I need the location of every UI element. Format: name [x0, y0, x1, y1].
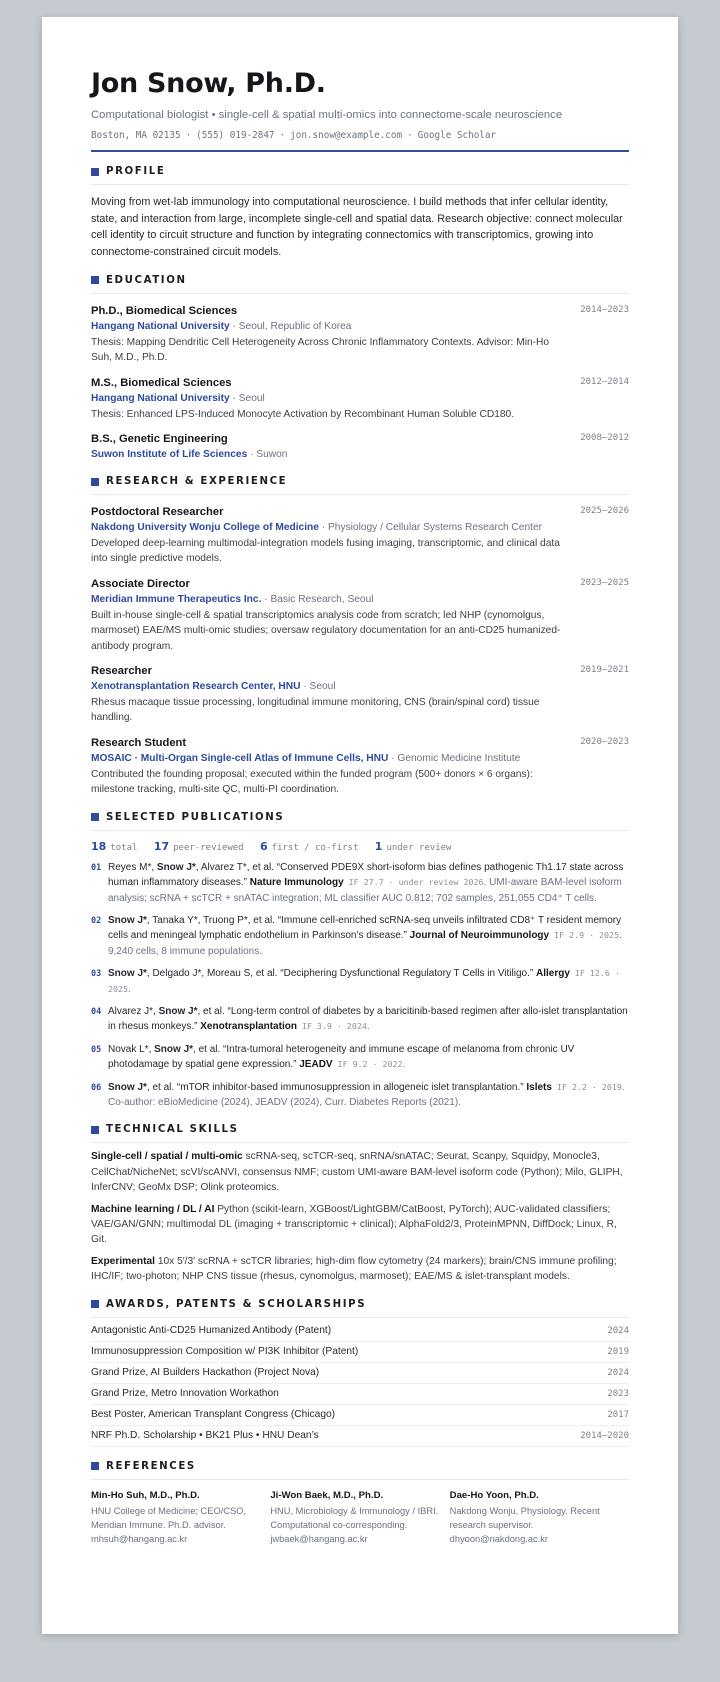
skill-label: Single-cell / spatial / multi-omic — [91, 1151, 243, 1163]
publication-note: . 9,240 cells, 8 immune populations. — [108, 930, 622, 957]
entry-institution: MOSAIC · Multi-Organ Single-cell Atlas of Immune Cells, HNU — [91, 752, 389, 764]
award-year: 2017 — [607, 1409, 629, 1420]
reference-item — [91, 1489, 270, 1546]
resume-content — [91, 67, 629, 1546]
publication-note: . — [127, 983, 131, 995]
impact-meta: IF 27.7 · under review 2026 — [343, 877, 484, 888]
entry-title: B.S., Genetic Engineering — [91, 433, 228, 446]
section-publications-heading — [91, 812, 629, 831]
publication-item: 05 Novak L*, Snow J*, et al. “Intra-tumoral heterogeneity and immune escape of melanoma from chronic UV photodamage by spatial gene expression.” JEADV IF 9.2 · 2022. — [91, 1043, 575, 1071]
section-experience-heading — [91, 476, 629, 495]
skill-text: 10x 5′/3′ scRNA + scTCR libraries; high-dim flow cytometry (24 markers); brain/CNS immune profiling; IHC/IF; two-photon; NHP CNS tissue (rhesus, cynomolgus, marmoset); EAE/MS & islet-transplant models. — [91, 1255, 617, 1283]
publication-index: 03 — [91, 969, 102, 980]
profile-text: Moving from wet-lab immunology into computational neuroscience. I build methods that infer cellular identity, state, and interaction from large, incomplete single-cell and spatial data. Research objective: connect molecular cell identity to circuit structure and function by integrating connectomics with transcriptomics, growing into connectome-constrained circuit models. — [91, 196, 623, 259]
reference-email[interactable]: jwbaek@hangang.ac.kr — [270, 1533, 368, 1544]
entry-org — [91, 592, 629, 607]
experience-entry — [91, 505, 629, 567]
entry-org — [91, 391, 629, 406]
reference-name: Ji-Won Baek, M.D., Ph.D. — [270, 1489, 384, 1501]
entry-institution: Xenotransplantation Research Center, HNU — [91, 681, 301, 693]
reference-name: Min-Ho Suh, M.D., Ph.D. — [91, 1489, 200, 1501]
contact-separator: · — [279, 130, 286, 141]
publication-note: . Co-author: eBioMedicine (2024), JEADV (2024), Curr. Diabetes Reports (2021). — [108, 1081, 625, 1108]
entry-description: Thesis: Mapping Dendritic Cell Heterogeneity Across Chronic Inflammatory Contexts. Advisor: Min-Ho Suh, M.D., Ph.D. — [91, 336, 550, 364]
award-label: Antagonistic Anti-CD25 Humanized Antibody (Patent) — [91, 1325, 332, 1337]
contact-location: Boston, MA 02135 — [91, 130, 181, 141]
entry-location: · Seoul — [300, 681, 336, 693]
resume-page — [42, 17, 678, 1634]
entry-title: Associate Director — [91, 577, 190, 590]
reference-desc: Nakdong Wonju, Physiology. Recent research supervisor. — [449, 1505, 600, 1530]
entry-location: · Genomic Medicine Institute — [388, 752, 521, 764]
entry-institution: Nakdong University Wonju College of Medicine — [91, 522, 319, 534]
section-title: EDUCATION — [106, 274, 187, 286]
section-profile-heading — [91, 166, 629, 185]
experience-entry — [91, 736, 629, 798]
entry-org — [91, 679, 629, 694]
entry-location: · Seoul, Republic of Korea — [229, 320, 352, 332]
impact-meta: IF 9.2 · 2022 — [332, 1059, 403, 1070]
publication-note: . — [402, 1059, 406, 1071]
publication-index: 05 — [91, 1044, 102, 1055]
award-year: 2024 — [607, 1325, 629, 1336]
award-row — [91, 1342, 629, 1363]
journal-name: Journal of Neuroimmunology — [409, 930, 550, 942]
publication-stats — [91, 840, 629, 853]
section-title: RESEARCH & EXPERIENCE — [106, 476, 288, 488]
section-skills-heading — [91, 1124, 629, 1143]
publication-item: 03 Snow J*, Delgado J*, Moreau S, et al. “Deciphering Dysfunctional Regulatory T Cells in Vitiligo.” Allergy IF 12.6 · 2025. — [91, 968, 620, 995]
skill-group — [91, 1202, 629, 1248]
candidate-name: Jon Snow, Ph.D. — [91, 68, 326, 99]
publication-item: 01 Reyes M*, Snow J*, Alvarez T*, et al. “Conserved PDE9X short-isoform bias defines pathogenic Th1.17 state across human inflammatory diseases.” Nature Immunology IF 27.7 · under review 2026. UMI-aware BAM-level isoform analysis; scRNA + scTCR + snATAC integration; ML classifier AUC 0.812; 702 samples, 251,055 CD4⁺ T cells. — [91, 861, 624, 904]
education-entry — [91, 376, 629, 422]
contact-separator: · — [407, 130, 413, 141]
reference-email[interactable]: dhyoon@nakdong.ac.kr — [449, 1533, 548, 1544]
entry-dates: 2025–2026 — [580, 506, 629, 517]
self-author: Snow J* — [156, 861, 196, 873]
section-title: TECHNICAL SKILLS — [106, 1124, 239, 1136]
entry-description: Rhesus macaque tissue processing, longitudinal immune monitoring, CNS (brain/spinal cord) tissue handling. — [91, 697, 540, 724]
award-row — [91, 1426, 629, 1447]
section-square-icon — [91, 1126, 99, 1134]
stat-under-review: 1 under review — [374, 839, 452, 853]
stat-peer-reviewed: 17 peer-reviewed — [153, 839, 244, 853]
impact-meta: IF 12.6 · 2025 — [108, 968, 620, 994]
impact-meta: IF 2.2 · 2019 — [551, 1081, 622, 1092]
entry-description: Contributed the founding proposal; executed within the funded program (500+ donors × 6 organs): milestone tracking, multi-site QC, multi-PI coordination. — [91, 768, 533, 796]
google-scholar-link[interactable]: Google Scholar — [417, 130, 497, 141]
entry-description: Thesis: Enhanced LPS-Induced Monocyte Activation by Recombinant Human Soluble CD180. — [91, 408, 515, 420]
section-square-icon — [91, 1300, 99, 1308]
entry-title: Postdoctoral Researcher — [91, 506, 224, 519]
section-title: AWARDS, PATENTS & SCHOLARSHIPS — [106, 1298, 367, 1310]
award-label: Best Poster, American Transplant Congress (Chicago) — [91, 1409, 336, 1421]
awards-list — [91, 1321, 629, 1447]
reference-desc: HNU, Microbiology & Immunology / IBRI. Computational co-corresponding. — [270, 1505, 439, 1530]
section-square-icon — [91, 478, 99, 486]
contact-phone: (555) 019-2847 — [196, 130, 275, 141]
contact-line — [91, 130, 629, 141]
award-row — [91, 1384, 629, 1405]
award-label: NRF Ph.D. Scholarship • BK21 Plus • HNU Dean’s — [91, 1430, 319, 1442]
contact-email[interactable]: jon.snow@example.com — [290, 130, 403, 141]
entry-org — [91, 520, 629, 535]
award-year: 2019 — [607, 1346, 629, 1357]
entry-location: · Physiology / Cellular Systems Research Center — [318, 522, 543, 534]
section-title: PROFILE — [106, 166, 166, 177]
experience-entry — [91, 577, 629, 654]
entry-location: · Basic Research, Seoul — [261, 593, 374, 605]
skill-label: Machine learning / DL / AI — [91, 1203, 215, 1215]
publication-note: . UMI-aware BAM-level isoform analysis; scRNA + scTCR + snATAC integration; ML classifier AUC 0.812; 702 samples, 251,055 CD4⁺ T cells. — [108, 877, 622, 904]
journal-name: Allergy — [535, 968, 570, 980]
entry-dates: 2023–2025 — [580, 577, 629, 588]
award-row — [91, 1405, 629, 1426]
section-title: REFERENCES — [106, 1460, 196, 1472]
entry-title: Researcher — [91, 665, 152, 678]
publication-index: 01 — [91, 862, 102, 873]
entry-institution: Meridian Immune Therapeutics Inc. — [91, 593, 262, 605]
entry-location: · Suwon — [247, 449, 288, 461]
publication-item: 02 Snow J*, Tanaka Y*, Truong P*, et al. “Immune cell-enriched scRNA-seq unveils infiltrated CD8⁺ T resident memory cells and meningeal lymphatic endothelium in Parkinson’s disease.” Journal of Neuroimmunology IF 2.9 · 2025. 9,240 cells, 8 immune populations. — [91, 914, 622, 957]
award-year: 2024 — [607, 1367, 629, 1378]
publication-index: 04 — [91, 1006, 102, 1017]
section-square-icon — [91, 168, 99, 176]
journal-name: JEADV — [299, 1059, 333, 1071]
contact-separator: · — [185, 130, 192, 141]
award-year: 2014–2020 — [580, 1430, 629, 1441]
entry-dates: 2008–2012 — [580, 433, 629, 444]
impact-meta: IF 2.9 · 2025 — [549, 930, 620, 941]
journal-name: Xenotransplantation — [200, 1021, 297, 1033]
journal-name: Islets — [526, 1081, 552, 1093]
stat-total: 18 total — [91, 839, 138, 853]
section-awards-heading — [91, 1299, 629, 1318]
entry-org — [91, 319, 629, 334]
header-divider — [91, 150, 629, 152]
reference-name: Dae-Ho Yoon, Ph.D. — [449, 1489, 539, 1501]
references-list — [91, 1489, 629, 1546]
tagline: Computational biologist • single-cell & spatial multi-omics into connectome-scale neuroscience — [91, 109, 563, 121]
reference-item — [450, 1489, 629, 1546]
section-title: SELECTED PUBLICATIONS — [106, 811, 285, 823]
skill-group — [91, 1149, 629, 1195]
skill-group — [91, 1254, 629, 1285]
impact-meta: IF 3.9 · 2024 — [296, 1021, 367, 1032]
education-entry — [91, 432, 629, 462]
skill-label: Experimental — [91, 1255, 155, 1267]
skill-text: scRNA-seq, scTCR-seq, snRNA/snATAC; Seurat, Scanpy, Squidpy, Monocle3, CellChat/NicheNet; scVI/scANVI, consensus NMF; custom UMI-aware BAM-level isoform code (Python); Milo, GLIPH, InferCNV; GeoMx DSP; Olink proteomics. — [91, 1151, 623, 1194]
section-square-icon — [91, 1462, 99, 1470]
reference-desc: HNU College of Medicine; CEO/CSO, Meridian Immune. Ph.D. advisor. — [91, 1505, 247, 1530]
publication-item: 04 Alvarez J*, Snow J*, et al. “Long-term control of diabetes by a baricitinib-based regimen after allo-islet transplantation in rhesus monkeys.” Xenotransplantation IF 3.9 · 2024. — [91, 1005, 628, 1033]
entry-location: · Seoul — [229, 392, 265, 404]
entry-institution: Suwon Institute of Life Sciences — [91, 449, 248, 461]
award-row — [91, 1363, 629, 1384]
entry-institution: Hangang National University — [91, 320, 230, 332]
entry-dates: 2019–2021 — [580, 665, 629, 676]
entry-description: Built in-house single-cell & spatial transcriptomics analysis code from scratch; led NHP (cynomolgus, marmoset) EAE/MS multi-omic studies; oversaw regulatory documentation for an anti-CD25 humanized-antibody program. — [91, 609, 561, 652]
self-author: Snow J* — [108, 914, 147, 926]
publication-note: . — [366, 1021, 370, 1033]
award-label: Immunosuppression Composition w/ PI3K Inhibitor (Patent) — [91, 1346, 359, 1358]
stat-first-author: 6 first / co-first — [260, 839, 359, 853]
entry-title: Ph.D., Biomedical Sciences — [91, 304, 238, 317]
entry-org — [91, 447, 629, 462]
entry-description: Developed deep-learning multimodal-integration models fusing imaging, transcriptomic, and clinical data into single predictive models. — [91, 538, 560, 565]
entry-dates: 2020–2023 — [580, 736, 629, 747]
section-references-heading — [91, 1461, 629, 1480]
education-entry — [91, 304, 629, 366]
publication-item: 06 Snow J*, et al. “mTOR inhibitor-based immunosuppression in allogeneic islet transplantation.” Islets IF 2.2 · 2019. Co-author: eBioMedicine (2024), JEADV (2024), Curr. Diabetes Reports (2021). — [91, 1081, 625, 1108]
section-education-heading — [91, 275, 629, 294]
self-author: Snow J* — [108, 968, 147, 980]
publication-index: 02 — [91, 915, 102, 926]
experience-entry — [91, 664, 629, 726]
self-author: Snow J* — [108, 1081, 147, 1093]
award-row — [91, 1321, 629, 1342]
reference-item — [270, 1489, 449, 1546]
entry-dates: 2012–2014 — [580, 376, 629, 387]
self-author: Snow J* — [158, 1005, 198, 1017]
section-square-icon — [91, 276, 99, 284]
self-author: Snow J* — [154, 1043, 194, 1055]
reference-email[interactable]: mhsuh@hangang.ac.kr — [91, 1533, 188, 1544]
entry-title: M.S., Biomedical Sciences — [91, 376, 232, 389]
entry-institution: Hangang National University — [91, 392, 230, 404]
publication-index: 06 — [91, 1082, 102, 1093]
entry-dates: 2014–2023 — [580, 304, 629, 315]
award-label: Grand Prize, AI Builders Hackathon (Project Nova) — [91, 1367, 320, 1379]
journal-name: Nature Immunology — [249, 877, 344, 889]
entry-org — [91, 751, 629, 766]
section-square-icon — [91, 813, 99, 821]
award-year: 2023 — [607, 1388, 629, 1399]
skill-text: Python (scikit-learn, XGBoost/LightGBM/CatBoost, PyTorch); AUC-validated classifiers; VAE/GAN/GNN; multimodal DL (imaging + transcriptomic + clinical); AlphaFold2/3, ProteinMPNN, DiffDock; Linux, R, Git. — [91, 1203, 617, 1246]
entry-title: Research Student — [91, 736, 187, 749]
award-label: Grand Prize, Metro Innovation Workathon — [91, 1388, 279, 1400]
